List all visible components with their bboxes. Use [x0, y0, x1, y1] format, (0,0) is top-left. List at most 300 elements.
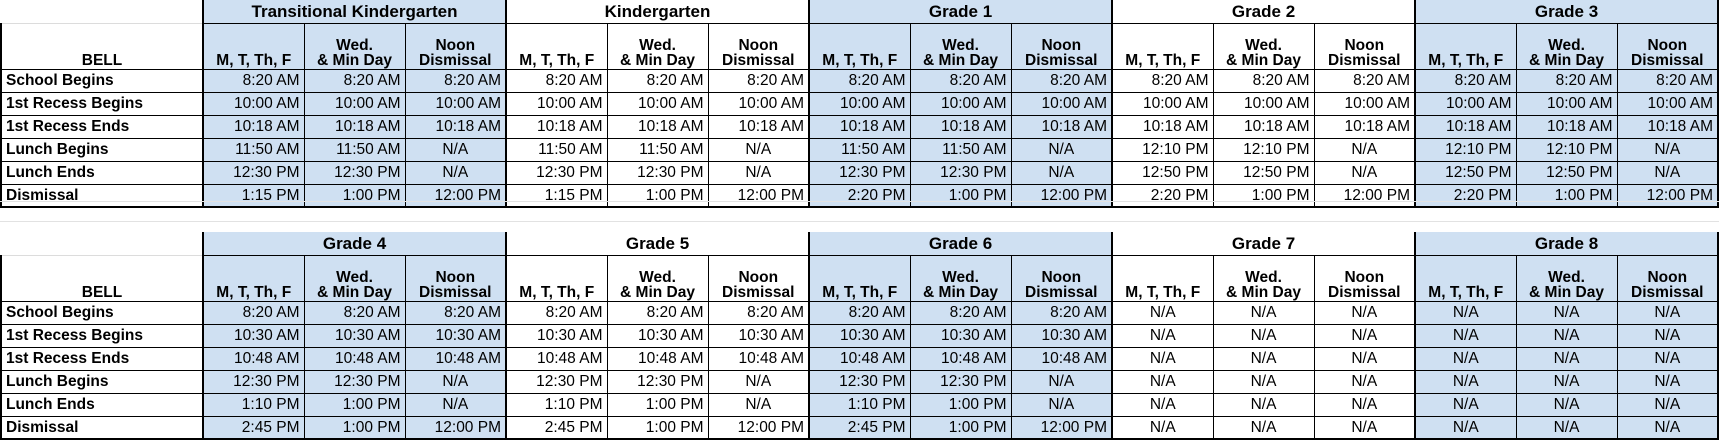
group-header-grade-5: Grade 5 — [506, 232, 809, 255]
column-header-line: Dismissal — [419, 52, 492, 69]
time-cell: 1:10 PM — [506, 393, 607, 416]
time-cell: N/A — [1617, 324, 1718, 347]
column-header-line: Wed. — [1245, 36, 1282, 54]
time-cell: N/A — [1516, 324, 1617, 347]
spacer-row — [0, 201, 1719, 222]
column-header-noon — [708, 255, 809, 301]
time-cell: N/A — [1314, 161, 1415, 184]
time-cell: 1:00 PM — [304, 184, 405, 207]
time-cell: 1:00 PM — [1213, 184, 1314, 207]
column-header-line: Wed. — [1548, 36, 1585, 54]
time-cell: 10:30 AM — [405, 324, 506, 347]
column-header-line: & Min Day — [1226, 284, 1301, 301]
time-cell: N/A — [1314, 301, 1415, 324]
time-cell: 8:20 AM — [607, 301, 708, 324]
time-cell: 10:48 AM — [809, 347, 910, 370]
column-header-wed — [1516, 23, 1617, 69]
column-header-line: & Min Day — [620, 52, 695, 69]
time-cell: 10:48 AM — [304, 347, 405, 370]
time-cell: 11:50 AM — [910, 138, 1011, 161]
row-label-1st-recess-ends: 1st Recess Ends — [1, 115, 203, 138]
column-header-line: Noon — [435, 268, 476, 286]
table-row — [1, 92, 1718, 115]
time-cell: 12:30 PM — [203, 161, 304, 184]
column-header-noon — [1314, 23, 1415, 69]
time-cell: 8:20 AM — [910, 301, 1011, 324]
table-row — [1, 416, 1718, 439]
time-cell: 10:00 AM — [607, 92, 708, 115]
time-cell: 2:45 PM — [203, 416, 304, 439]
column-header-line: Dismissal — [1631, 52, 1704, 69]
table-row — [1, 324, 1718, 347]
column-header-noon — [1617, 23, 1718, 69]
time-cell: 1:10 PM — [809, 393, 910, 416]
column-header-line: Dismissal — [1025, 284, 1098, 301]
time-cell: 10:00 AM — [910, 92, 1011, 115]
column-header-line: Noon — [1647, 36, 1688, 54]
time-cell: N/A — [1415, 347, 1516, 370]
time-cell: 12:50 PM — [1112, 161, 1213, 184]
time-cell: 10:18 AM — [1516, 115, 1617, 138]
time-cell: N/A — [708, 161, 809, 184]
time-cell: 10:00 AM — [1314, 92, 1415, 115]
table-row — [1, 393, 1718, 416]
column-header-line: Wed. — [942, 268, 979, 286]
time-cell: 12:00 PM — [405, 416, 506, 439]
time-cell: 8:20 AM — [809, 69, 910, 92]
column-header-m-t-th-f — [809, 255, 910, 301]
column-header-line: M, T, Th, F — [822, 52, 898, 69]
column-header-line: Wed. — [1245, 268, 1282, 286]
column-header-line: Dismissal — [1025, 52, 1098, 69]
time-cell: 1:00 PM — [910, 184, 1011, 207]
time-cell: 8:20 AM — [809, 301, 910, 324]
row-label-lunch-begins: Lunch Begins — [1, 138, 203, 161]
time-cell: 10:48 AM — [607, 347, 708, 370]
column-header-line: Dismissal — [722, 52, 795, 69]
column-header-line: Wed. — [639, 36, 676, 54]
time-cell: N/A — [1415, 370, 1516, 393]
time-cell: 8:20 AM — [203, 301, 304, 324]
column-header-line: Dismissal — [1631, 284, 1704, 301]
time-cell: 12:10 PM — [1415, 138, 1516, 161]
time-cell: N/A — [1112, 393, 1213, 416]
bell-column-header: BELL — [1, 23, 203, 69]
column-header-line: Wed. — [1548, 268, 1585, 286]
time-cell: 1:10 PM — [203, 393, 304, 416]
bell-column-header: BELL — [1, 255, 203, 301]
corner-cell — [1, 232, 203, 255]
column-header-wed — [607, 23, 708, 69]
time-cell: N/A — [1112, 324, 1213, 347]
column-header-line: Noon — [1041, 268, 1082, 286]
time-cell: N/A — [1213, 347, 1314, 370]
time-cell: 10:48 AM — [506, 347, 607, 370]
time-cell: 12:00 PM — [1011, 416, 1112, 439]
time-cell: 10:48 AM — [203, 347, 304, 370]
time-cell: 8:20 AM — [910, 69, 1011, 92]
column-header-m-t-th-f — [1415, 23, 1516, 69]
time-cell: N/A — [1415, 324, 1516, 347]
time-cell: N/A — [405, 161, 506, 184]
column-header-m-t-th-f — [203, 23, 304, 69]
column-header-wed — [304, 23, 405, 69]
row-label-school-begins: School Begins — [1, 69, 203, 92]
time-cell: 12:00 PM — [1314, 184, 1415, 207]
time-cell: 10:30 AM — [607, 324, 708, 347]
time-cell: N/A — [1314, 324, 1415, 347]
time-cell: 10:18 AM — [607, 115, 708, 138]
time-cell: 8:20 AM — [1314, 69, 1415, 92]
time-cell: N/A — [1011, 370, 1112, 393]
time-cell: 10:00 AM — [304, 92, 405, 115]
row-label-dismissal: Dismissal — [1, 184, 203, 207]
time-cell: 1:00 PM — [607, 416, 708, 439]
corner-cell — [1, 0, 203, 23]
time-cell: N/A — [1617, 138, 1718, 161]
column-header-line: Noon — [435, 36, 476, 54]
table-row — [1, 161, 1718, 184]
time-cell: N/A — [1314, 370, 1415, 393]
time-cell: 12:00 PM — [708, 184, 809, 207]
column-header-m-t-th-f — [1112, 255, 1213, 301]
column-header-line: M, T, Th, F — [216, 284, 292, 301]
time-cell: 10:18 AM — [506, 115, 607, 138]
column-header-line: Wed. — [639, 268, 676, 286]
column-header-m-t-th-f — [506, 23, 607, 69]
column-header-line: M, T, Th, F — [519, 52, 595, 69]
table-row — [1, 301, 1718, 324]
row-label-1st-recess-ends: 1st Recess Ends — [1, 347, 203, 370]
time-cell: N/A — [1617, 347, 1718, 370]
column-header-line: & Min Day — [317, 52, 392, 69]
column-header-line: Dismissal — [1328, 284, 1401, 301]
column-header-line: Noon — [738, 268, 779, 286]
time-cell: 8:20 AM — [1516, 69, 1617, 92]
group-header-grade-8: Grade 8 — [1415, 232, 1718, 255]
column-header-line: Dismissal — [722, 284, 795, 301]
time-cell: 10:00 AM — [203, 92, 304, 115]
column-header-line: & Min Day — [1529, 284, 1604, 301]
group-header-grade-2: Grade 2 — [1112, 0, 1415, 23]
time-cell: 10:48 AM — [708, 347, 809, 370]
time-cell: N/A — [1314, 138, 1415, 161]
column-header-line: Wed. — [336, 268, 373, 286]
time-cell: 10:30 AM — [708, 324, 809, 347]
time-cell: 12:30 PM — [203, 370, 304, 393]
table-row — [1, 347, 1718, 370]
time-cell: N/A — [1415, 393, 1516, 416]
row-label-lunch-begins: Lunch Begins — [1, 370, 203, 393]
time-cell: N/A — [1314, 347, 1415, 370]
time-cell: N/A — [1112, 301, 1213, 324]
time-cell: N/A — [1415, 301, 1516, 324]
time-cell: 10:18 AM — [405, 115, 506, 138]
time-cell: 10:00 AM — [405, 92, 506, 115]
row-label-lunch-ends: Lunch Ends — [1, 161, 203, 184]
time-cell: 10:48 AM — [405, 347, 506, 370]
time-cell: 12:30 PM — [607, 370, 708, 393]
time-cell: 12:30 PM — [304, 161, 405, 184]
column-header-line: Noon — [1647, 268, 1688, 286]
group-header-grade-3: Grade 3 — [1415, 0, 1718, 23]
time-cell: 10:18 AM — [1011, 115, 1112, 138]
time-cell: N/A — [1213, 370, 1314, 393]
time-cell: N/A — [1213, 301, 1314, 324]
column-header-noon — [708, 23, 809, 69]
group-header-transitional-kindergarten: Transitional Kindergarten — [203, 0, 506, 23]
time-cell: 8:20 AM — [304, 69, 405, 92]
time-cell: 1:00 PM — [1516, 184, 1617, 207]
time-cell: 2:20 PM — [809, 184, 910, 207]
row-label-1st-recess-begins: 1st Recess Begins — [1, 92, 203, 115]
time-cell: 8:20 AM — [1213, 69, 1314, 92]
column-header-line: M, T, Th, F — [216, 52, 292, 69]
time-cell: 10:48 AM — [910, 347, 1011, 370]
time-cell: 11:50 AM — [203, 138, 304, 161]
time-cell: 8:20 AM — [203, 69, 304, 92]
bell-schedule-table-upper — [0, 0, 1719, 208]
table-row — [1, 69, 1718, 92]
time-cell: 12:30 PM — [910, 161, 1011, 184]
column-header-line: & Min Day — [317, 284, 392, 301]
table-row — [1, 370, 1718, 393]
column-header-line: M, T, Th, F — [1125, 284, 1201, 301]
time-cell: N/A — [1516, 347, 1617, 370]
time-cell: 10:00 AM — [809, 92, 910, 115]
column-header-wed — [910, 255, 1011, 301]
group-header-kindergarten: Kindergarten — [506, 0, 809, 23]
time-cell: N/A — [405, 138, 506, 161]
column-header-m-t-th-f — [203, 255, 304, 301]
column-header-noon — [1617, 255, 1718, 301]
time-cell: 1:00 PM — [607, 184, 708, 207]
time-cell: 12:30 PM — [506, 370, 607, 393]
time-cell: N/A — [1213, 393, 1314, 416]
time-cell: N/A — [708, 138, 809, 161]
column-header-line: & Min Day — [1226, 52, 1301, 69]
column-header-m-t-th-f — [1112, 23, 1213, 69]
time-cell: 10:00 AM — [1112, 92, 1213, 115]
column-header-line: Wed. — [942, 36, 979, 54]
time-cell: N/A — [1213, 324, 1314, 347]
time-cell: 10:30 AM — [1011, 324, 1112, 347]
time-cell: 10:30 AM — [304, 324, 405, 347]
time-cell: 10:18 AM — [708, 115, 809, 138]
time-cell: 11:50 AM — [809, 138, 910, 161]
time-cell: 12:00 PM — [405, 184, 506, 207]
time-cell: 10:30 AM — [203, 324, 304, 347]
time-cell: 8:20 AM — [1415, 69, 1516, 92]
time-cell: 10:18 AM — [1112, 115, 1213, 138]
time-cell: 12:10 PM — [1213, 138, 1314, 161]
time-cell: N/A — [1314, 416, 1415, 439]
column-header-noon — [1314, 255, 1415, 301]
time-cell: 1:00 PM — [910, 416, 1011, 439]
column-header-line: M, T, Th, F — [1428, 52, 1504, 69]
time-cell: 12:10 PM — [1112, 138, 1213, 161]
table-row — [1, 115, 1718, 138]
time-cell: 10:48 AM — [1011, 347, 1112, 370]
time-cell: 10:00 AM — [1213, 92, 1314, 115]
time-cell: 12:00 PM — [1011, 184, 1112, 207]
group-header-grade-1: Grade 1 — [809, 0, 1112, 23]
time-cell: 12:30 PM — [809, 370, 910, 393]
time-cell: 1:15 PM — [506, 184, 607, 207]
group-header-grade-6: Grade 6 — [809, 232, 1112, 255]
column-header-line: Noon — [1344, 36, 1385, 54]
time-cell: 10:00 AM — [1011, 92, 1112, 115]
column-header-m-t-th-f — [1415, 255, 1516, 301]
column-header-m-t-th-f — [506, 255, 607, 301]
time-cell: 8:20 AM — [607, 69, 708, 92]
time-cell: 2:20 PM — [1415, 184, 1516, 207]
time-cell: N/A — [1617, 161, 1718, 184]
time-cell: 8:20 AM — [708, 301, 809, 324]
time-cell: N/A — [1112, 347, 1213, 370]
time-cell: N/A — [1011, 138, 1112, 161]
time-cell: N/A — [1415, 416, 1516, 439]
time-cell: 8:20 AM — [506, 301, 607, 324]
time-cell: 12:30 PM — [304, 370, 405, 393]
column-header-line: & Min Day — [923, 284, 998, 301]
column-header-noon — [405, 23, 506, 69]
column-header-line: Noon — [738, 36, 779, 54]
time-cell: 8:20 AM — [708, 69, 809, 92]
time-cell: 1:00 PM — [910, 393, 1011, 416]
column-header-m-t-th-f — [809, 23, 910, 69]
column-header-line: Dismissal — [1328, 52, 1401, 69]
row-label-dismissal: Dismissal — [1, 416, 203, 439]
time-cell: 1:00 PM — [607, 393, 708, 416]
time-cell: N/A — [1516, 393, 1617, 416]
column-header-line: & Min Day — [923, 52, 998, 69]
column-header-line: M, T, Th, F — [519, 284, 595, 301]
column-header-line: & Min Day — [620, 284, 695, 301]
time-cell: 10:18 AM — [1415, 115, 1516, 138]
time-cell: 2:45 PM — [506, 416, 607, 439]
time-cell: N/A — [708, 370, 809, 393]
time-cell: 1:15 PM — [203, 184, 304, 207]
time-cell: N/A — [1516, 370, 1617, 393]
time-cell: 8:20 AM — [506, 69, 607, 92]
time-cell: 10:18 AM — [1213, 115, 1314, 138]
column-header-wed — [1516, 255, 1617, 301]
time-cell: 2:20 PM — [1112, 184, 1213, 207]
column-header-wed — [607, 255, 708, 301]
row-label-1st-recess-begins: 1st Recess Begins — [1, 324, 203, 347]
time-cell: N/A — [708, 393, 809, 416]
time-cell: N/A — [1617, 301, 1718, 324]
column-header-noon — [405, 255, 506, 301]
time-cell: N/A — [1617, 393, 1718, 416]
time-cell: N/A — [1617, 416, 1718, 439]
time-cell: 11:50 AM — [506, 138, 607, 161]
time-cell: 12:50 PM — [1213, 161, 1314, 184]
time-cell: N/A — [1112, 416, 1213, 439]
time-cell: 8:20 AM — [1011, 301, 1112, 324]
group-header-grade-4: Grade 4 — [203, 232, 506, 255]
time-cell: 12:10 PM — [1516, 138, 1617, 161]
column-header-line: Dismissal — [419, 284, 492, 301]
column-header-line: Noon — [1344, 268, 1385, 286]
row-label-lunch-ends: Lunch Ends — [1, 393, 203, 416]
row-label-school-begins: School Begins — [1, 301, 203, 324]
time-cell: 8:20 AM — [1011, 69, 1112, 92]
column-header-line: & Min Day — [1529, 52, 1604, 69]
time-cell: 10:18 AM — [910, 115, 1011, 138]
time-cell: 12:50 PM — [1415, 161, 1516, 184]
time-cell: 8:20 AM — [405, 301, 506, 324]
table-row — [1, 138, 1718, 161]
column-header-line: M, T, Th, F — [1428, 284, 1504, 301]
time-cell: 10:18 AM — [304, 115, 405, 138]
time-cell: 12:00 PM — [708, 416, 809, 439]
time-cell: 12:30 PM — [607, 161, 708, 184]
column-header-wed — [1213, 255, 1314, 301]
time-cell: 10:00 AM — [506, 92, 607, 115]
column-header-noon — [1011, 255, 1112, 301]
time-cell: 1:00 PM — [304, 393, 405, 416]
time-cell: 10:30 AM — [506, 324, 607, 347]
time-cell: 10:18 AM — [1617, 115, 1718, 138]
time-cell: N/A — [1516, 416, 1617, 439]
time-cell: N/A — [1617, 370, 1718, 393]
time-cell: N/A — [405, 370, 506, 393]
time-cell: N/A — [1011, 393, 1112, 416]
time-cell: 8:20 AM — [304, 301, 405, 324]
time-cell: 10:30 AM — [809, 324, 910, 347]
time-cell: 11:50 AM — [607, 138, 708, 161]
time-cell: N/A — [1516, 301, 1617, 324]
bell-schedule-table-lower — [0, 232, 1719, 440]
time-cell: 2:45 PM — [809, 416, 910, 439]
time-cell: N/A — [405, 393, 506, 416]
time-cell: 10:00 AM — [708, 92, 809, 115]
time-cell: 12:50 PM — [1516, 161, 1617, 184]
time-cell: 10:18 AM — [203, 115, 304, 138]
time-cell: 1:00 PM — [304, 416, 405, 439]
time-cell: 12:30 PM — [809, 161, 910, 184]
time-cell: 8:20 AM — [405, 69, 506, 92]
column-header-line: M, T, Th, F — [1125, 52, 1201, 69]
time-cell: 8:20 AM — [1112, 69, 1213, 92]
time-cell: N/A — [1011, 161, 1112, 184]
time-cell: 10:30 AM — [910, 324, 1011, 347]
column-header-line: M, T, Th, F — [822, 284, 898, 301]
group-header-grade-7: Grade 7 — [1112, 232, 1415, 255]
time-cell: 12:30 PM — [506, 161, 607, 184]
time-cell: N/A — [1213, 416, 1314, 439]
column-header-noon — [1011, 23, 1112, 69]
column-header-wed — [910, 23, 1011, 69]
column-header-wed — [1213, 23, 1314, 69]
column-header-wed — [304, 255, 405, 301]
time-cell: 10:00 AM — [1617, 92, 1718, 115]
time-cell: 12:30 PM — [910, 370, 1011, 393]
column-header-line: Wed. — [336, 36, 373, 54]
time-cell: 12:00 PM — [1617, 184, 1718, 207]
time-cell: N/A — [1112, 370, 1213, 393]
column-header-line: Noon — [1041, 36, 1082, 54]
time-cell: N/A — [1314, 393, 1415, 416]
time-cell: 11:50 AM — [304, 138, 405, 161]
time-cell: 10:00 AM — [1516, 92, 1617, 115]
time-cell: 8:20 AM — [1617, 69, 1718, 92]
time-cell: 10:00 AM — [1415, 92, 1516, 115]
time-cell: 10:18 AM — [1314, 115, 1415, 138]
time-cell: 10:18 AM — [809, 115, 910, 138]
